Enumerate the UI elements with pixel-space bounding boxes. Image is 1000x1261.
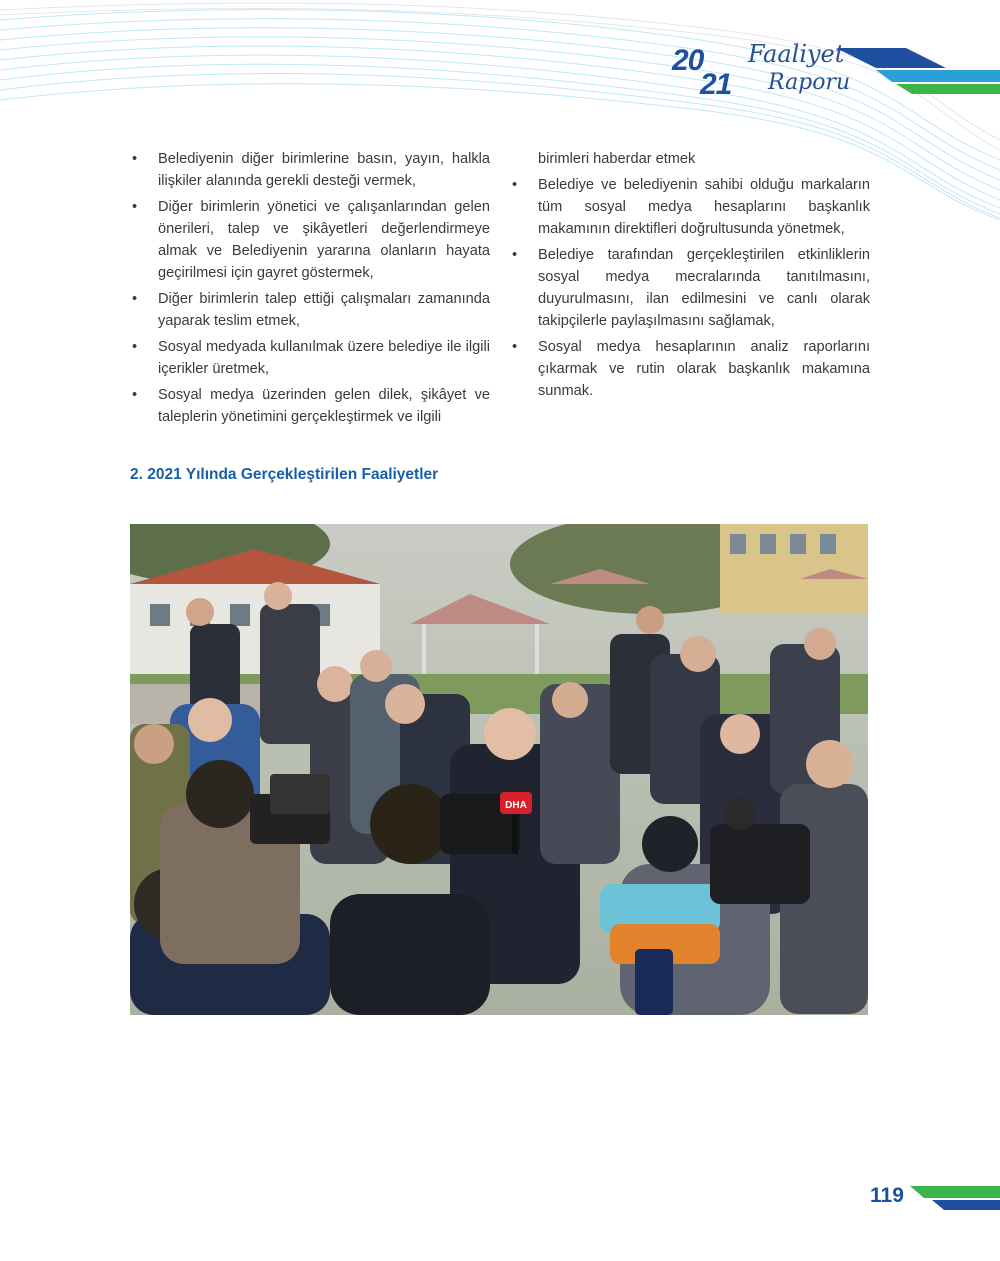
bullet: • <box>132 291 138 307</box>
list-item: • Belediye ve belediyenin sahibi olduğu markaların tüm sosyal medya hesaplarını başkanlık makamının direktifleri doğrultusunda yönetmek, <box>510 174 870 240</box>
list-item: • Sosyal medya hesaplarının analiz raporlarını çıkarmak ve rutin olarak başkanlık makamına sunmak. <box>510 336 870 402</box>
bullet: • <box>512 177 518 193</box>
bullet: • <box>132 199 138 215</box>
list-item: • Diğer birimlerin yönetici ve çalışanlarından gelen önerileri, talep ve şikâyetleri değerlendirmeye almak ve Belediyenin yararına olanların hayata geçirilmesi için gayret göstermek, <box>130 196 490 284</box>
list-item: • Sosyal medyada kullanılmak üzere belediye ile ilgili içerikler üretmek, <box>130 336 490 380</box>
list-item: • Belediyenin diğer birimlerine basın, yayın, halkla ilişkiler alanında gerekli desteği vermek, <box>130 148 490 192</box>
logo-word-raporu: Raporu <box>768 70 851 95</box>
bullet: • <box>132 387 138 403</box>
bullet: • <box>512 247 518 263</box>
bullet: • <box>132 339 138 355</box>
logo-year-top: 20 <box>672 44 704 77</box>
section-title: 2. 2021 Yılında Gerçekleştirilen Faaliyetler <box>130 466 439 483</box>
report-logo <box>672 40 852 102</box>
logo-word-faaliyet: Faaliyet <box>748 40 845 68</box>
list-continuation: birimleri haberdar etmek <box>538 151 696 167</box>
footer-stripes <box>910 1186 1000 1210</box>
bullet: • <box>132 151 138 167</box>
page-number: 119 <box>870 1184 904 1207</box>
left-column <box>130 148 490 432</box>
mic-label: DHA <box>505 800 527 811</box>
header-stripes <box>836 48 1000 94</box>
bullet: • <box>512 339 518 355</box>
logo-year-bottom: 21 <box>700 68 732 101</box>
list-item: • Diğer birimlerin talep ettiği çalışmaları zamanında yaparak teslim etmek, <box>130 288 490 332</box>
list-item: • Sosyal medya üzerinden gelen dilek, şikâyet ve taleplerin yönetimini gerçekleştirmek ve ilgili <box>130 384 490 428</box>
list-item: • Belediye tarafından gerçekleştirilen etkinliklerin sosyal medya mecralarında tanıtılmasını, duyurulmasını, ilan edilmesini ve canlı olarak takipçilerle paylaşılmasını sağlamak, <box>510 244 870 332</box>
press-crowd-photo <box>130 524 868 1015</box>
right-column <box>510 148 870 406</box>
